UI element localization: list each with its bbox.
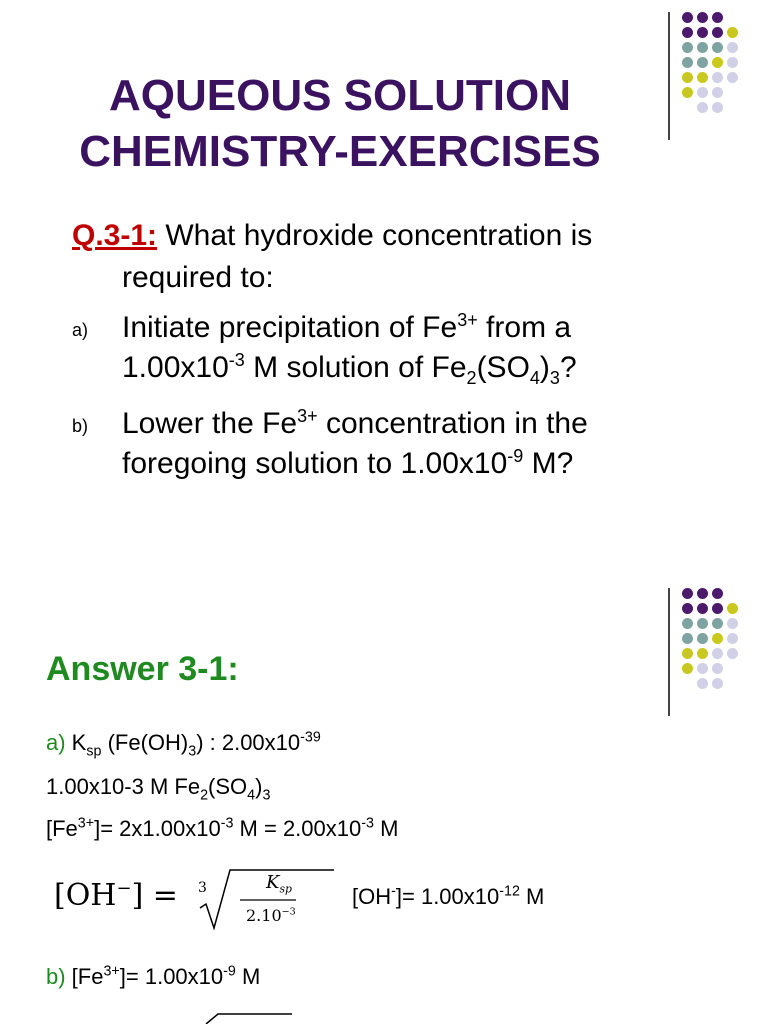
decor-dot (682, 57, 693, 68)
res-sup: - (391, 883, 396, 900)
decor-dot (682, 663, 693, 674)
decor-dot (682, 87, 693, 98)
decor-dot (727, 603, 738, 614)
item-b-text-post: concentration in the (317, 407, 588, 440)
eq-den-text: 2.10 (246, 906, 282, 925)
lb-mid: ]= 1.00x10 (119, 964, 224, 989)
item-b-line-2 (122, 444, 573, 484)
bullet-a-marker: a) (72, 320, 89, 340)
decor-dot (697, 648, 708, 659)
fe-conc-mid: ]= 2x1.00x10 (94, 816, 221, 841)
question-label: Q.3-1: (72, 219, 158, 252)
decor-dot (682, 633, 693, 644)
answer-a-label: a) (46, 730, 66, 755)
oh-equation (54, 866, 294, 932)
item-a2-text: 1.00x10 (122, 351, 229, 384)
decor-dot (712, 663, 723, 674)
oh-result (352, 882, 544, 912)
item-a2-mid2: (SO (476, 351, 530, 384)
answer-line-fe-conc (46, 814, 398, 844)
decor-dot (697, 87, 708, 98)
item-a2-sub1: 2 (466, 368, 477, 388)
decor-dot (682, 12, 693, 23)
decor-dot (727, 27, 738, 38)
fe-conc-sup: 3+ (77, 815, 95, 832)
lb-end: M (235, 964, 261, 989)
slide1-dot-grid (682, 12, 762, 122)
answer-line-ksp (46, 728, 321, 758)
solution-sub4: 4 (247, 787, 256, 804)
question-text-1: What hydroxide concentration is (157, 219, 593, 252)
item-a-line-1 (122, 308, 571, 348)
decor-dot (712, 678, 723, 689)
question-line-2: required to: (122, 261, 274, 294)
solution-mid2: ) (255, 774, 263, 799)
eq-numerator (266, 872, 292, 896)
eq-rhs-text: ] = (131, 878, 178, 913)
decor-dot (682, 42, 693, 53)
bullet-b-marker: b) (72, 416, 89, 436)
lb-sup2: -9 (223, 963, 236, 980)
res-sup2: -12 (499, 883, 520, 900)
decor-dot (712, 72, 723, 83)
partial-root-sign (204, 1012, 294, 1024)
decor-dot (712, 12, 723, 23)
eq-lhs-text: [OH (54, 878, 117, 913)
decor-dot (682, 27, 693, 38)
ksp-k: K (65, 730, 87, 755)
answer-b-label: b) (46, 964, 66, 989)
solution-sub2: 2 (200, 787, 209, 804)
decor-dot (697, 663, 708, 674)
decor-dot (727, 618, 738, 629)
fe-conc-mid2: M = 2.00x10 (233, 816, 362, 841)
ksp-sub: sp (86, 743, 102, 760)
item-a2-sub2: 4 (529, 368, 540, 388)
decor-dot (712, 618, 723, 629)
fe-conc-pre: [Fe (46, 816, 78, 841)
decor-dot (712, 102, 723, 113)
item-b2-text: foregoing solution to 1.00x10 (122, 447, 508, 480)
ksp-mid: (Fe(OH) (101, 730, 189, 755)
item-b2-sup: -9 (507, 446, 524, 466)
decor-dot (697, 588, 708, 599)
decor-dot (712, 87, 723, 98)
solution-text: 1.00x10-3 M Fe (46, 774, 201, 799)
decor-dot (682, 618, 693, 629)
fe-conc-sup2: -3 (220, 815, 234, 832)
lb-pre: [Fe (65, 964, 104, 989)
decor-dot (682, 72, 693, 83)
answer-title: Answer 3-1: (46, 650, 239, 688)
decor-dot (697, 102, 708, 113)
item-b-line-1 (122, 404, 588, 444)
root-index: 3 (198, 880, 207, 896)
eq-num-sub: sp (279, 882, 292, 896)
ksp-sub3: 3 (188, 743, 197, 760)
decor-dot (712, 588, 723, 599)
decor-dot (712, 42, 723, 53)
fe-conc-sup3: -3 (361, 815, 374, 832)
res-end: M (519, 884, 545, 909)
decor-dot (682, 648, 693, 659)
eq-den-sup: −3 (281, 906, 296, 918)
decor-dot (712, 633, 723, 644)
eq-minus: − (116, 878, 132, 899)
item-a2-end: ? (559, 351, 577, 384)
decor-dot (682, 603, 693, 614)
item-a-sup: 3+ (457, 310, 478, 330)
decor-dot (697, 633, 708, 644)
eq-num-k: K (266, 872, 280, 893)
slide1-title (0, 68, 680, 180)
answer-line-b (46, 962, 260, 992)
title-line-2: CHEMISTRY-EXERCISES (79, 127, 601, 176)
decor-dot (697, 618, 708, 629)
decor-dot (712, 648, 723, 659)
item-a2-mid3: ) (539, 351, 550, 384)
decor-dot (697, 27, 708, 38)
item-a2-mid: M solution of Fe (244, 351, 467, 384)
item-a2-sup: -3 (228, 350, 245, 370)
decor-dot (697, 603, 708, 614)
item-a-line-2 (122, 348, 577, 388)
title-line-1: AQUEOUS SOLUTION (108, 71, 572, 120)
decor-dot (727, 42, 738, 53)
decor-dot (697, 678, 708, 689)
eq-denominator (246, 906, 296, 925)
decor-dot (727, 633, 738, 644)
decor-dot (727, 648, 738, 659)
decor-dot (712, 603, 723, 614)
slide2-divider-line (668, 588, 670, 716)
item-b2-end: M? (523, 447, 574, 480)
res-pre: [OH (352, 884, 392, 909)
item-a-text-post: from a (477, 311, 572, 344)
res-mid: ]= 1.00x10 (395, 884, 500, 909)
decor-dot (697, 12, 708, 23)
decor-dot (697, 72, 708, 83)
item-a2-sub3: 3 (549, 368, 560, 388)
decor-dot (697, 42, 708, 53)
fe-conc-end: M (373, 816, 399, 841)
slide2-dot-grid (682, 588, 762, 698)
lb-sup: 3+ (103, 963, 120, 980)
ksp-value: ) : 2.00x10 (196, 730, 301, 755)
item-b-text: Lower the Fe (122, 407, 298, 440)
decor-dot (712, 27, 723, 38)
ksp-exp: -39 (300, 729, 321, 746)
decor-dot (697, 57, 708, 68)
solution-sub3: 3 (262, 787, 271, 804)
answer-line-solution (46, 772, 270, 802)
solution-mid: (SO (208, 774, 248, 799)
decor-dot (727, 57, 738, 68)
decor-dot (712, 57, 723, 68)
decor-dot (682, 588, 693, 599)
question-line-1 (72, 216, 592, 256)
decor-dot (727, 72, 738, 83)
item-b-sup: 3+ (297, 406, 318, 426)
eq-lhs (54, 878, 178, 913)
item-a-text: Initiate precipitation of Fe (122, 311, 458, 344)
